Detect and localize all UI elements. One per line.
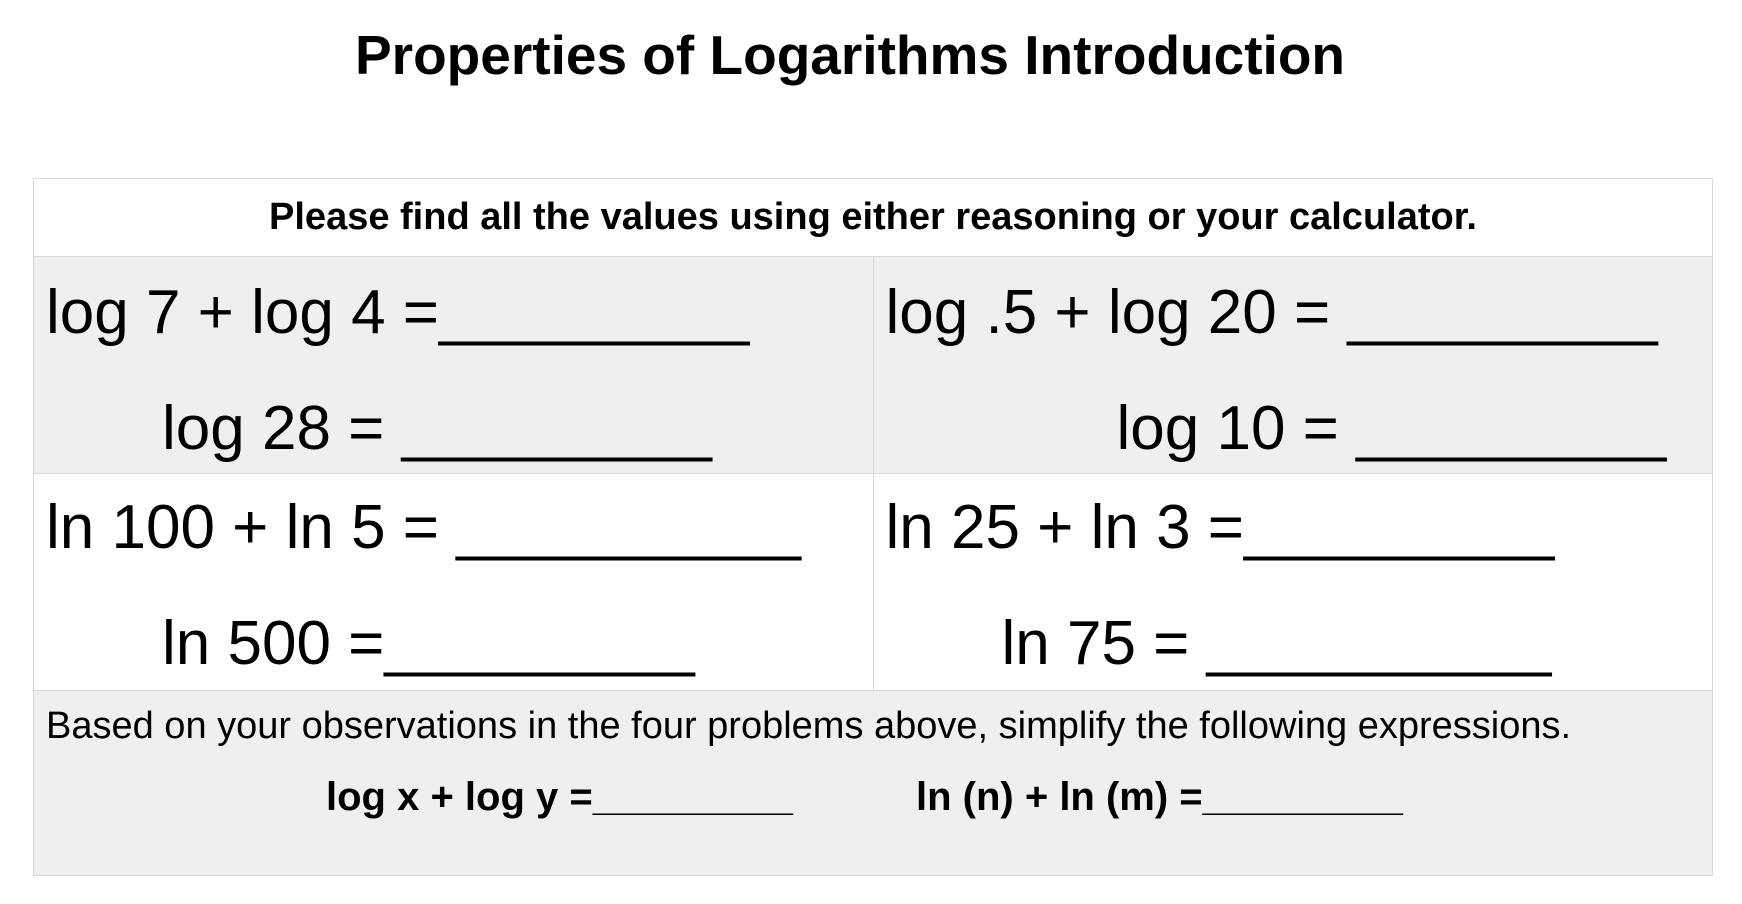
problem-ln-75: ln 75 = __________ (1001, 609, 1552, 678)
page-title: Properties of Logarithms Introduction (354, 24, 1346, 86)
problem-ln-25-plus-ln-3: ln 25 + ln 3 =_________ (885, 493, 1555, 562)
problem-cell-log-right (873, 257, 1713, 474)
problem-ln-100-plus-ln-5: ln 100 + ln 5 = __________ (46, 493, 802, 562)
instructions-text: Please find all the values using either reasoning or your calculator. (269, 196, 1477, 238)
problem-log-28: log 28 = _________ (162, 394, 712, 463)
instructions-cell (34, 179, 1713, 257)
problem-log-half-plus-log-20: log .5 + log 20 = _________ (885, 278, 1658, 347)
summary-cell (34, 691, 1713, 876)
instructions-row (34, 179, 1713, 257)
summary-expr-log: log x + log y =_________ (326, 775, 793, 819)
problem-row-ln (34, 474, 1713, 691)
problem-ln-500: ln 500 =_________ (162, 609, 695, 678)
problem-log-10: log 10 = _________ (1116, 394, 1667, 463)
summary-expr-ln: ln (n) + ln (m) =_________ (916, 775, 1403, 819)
summary-instructions: Based on your observations in the four problems above, simplify the following expressions. (46, 705, 1572, 747)
summary-row (34, 691, 1713, 876)
problem-log-7-plus-log-4: log 7 + log 4 =_________ (46, 278, 750, 347)
problem-cell-log-left (34, 257, 874, 474)
problem-row-log (34, 257, 1713, 474)
worksheet-table (33, 178, 1713, 876)
problem-cell-ln-left (34, 474, 874, 691)
problem-cell-ln-right (873, 474, 1713, 691)
